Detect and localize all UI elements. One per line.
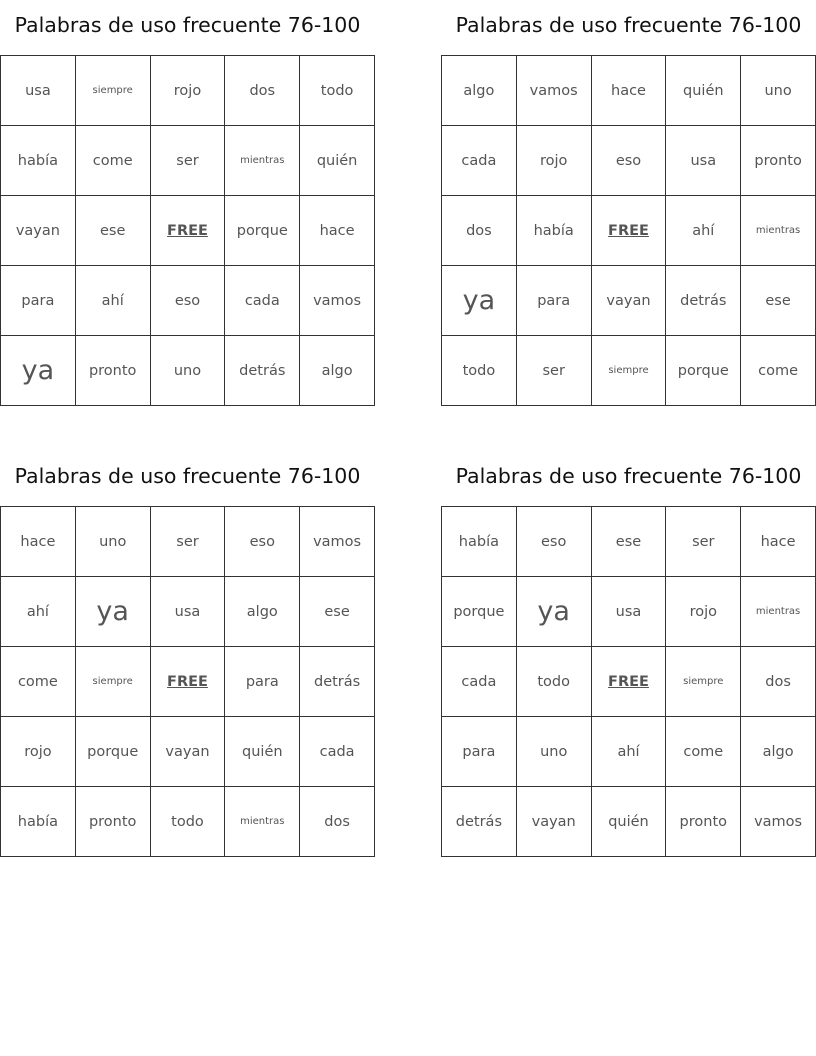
grid-cell: come xyxy=(666,717,741,787)
grid-cell: ese xyxy=(75,196,150,266)
grid-cell: ya xyxy=(75,577,150,647)
free-space: FREE xyxy=(591,647,666,717)
bingo-grid xyxy=(0,55,375,406)
grid-cell: quién xyxy=(666,56,741,126)
grid-cell: vayan xyxy=(591,266,666,336)
grid-cell: quién xyxy=(300,126,375,196)
free-space: FREE xyxy=(150,196,225,266)
grid-cell: come xyxy=(1,647,76,717)
grid-cell: hace xyxy=(1,507,76,577)
grid-row xyxy=(1,56,375,126)
grid-cell: eso xyxy=(150,266,225,336)
grid-row xyxy=(1,787,375,857)
grid-row xyxy=(442,717,816,787)
grid-cell: todo xyxy=(150,787,225,857)
grid-cell: para xyxy=(516,266,591,336)
grid-cell: ser xyxy=(666,507,741,577)
grid-cell: mientras xyxy=(225,787,300,857)
grid-cell: porque xyxy=(225,196,300,266)
grid-cell: quién xyxy=(591,787,666,857)
free-space: FREE xyxy=(150,647,225,717)
grid-cell: para xyxy=(225,647,300,717)
grid-cell: ser xyxy=(516,336,591,406)
grid-cell: ahí xyxy=(591,717,666,787)
grid-cell: detrás xyxy=(300,647,375,717)
grid-cell: vamos xyxy=(300,266,375,336)
grid-cell: detrás xyxy=(666,266,741,336)
free-space: FREE xyxy=(591,196,666,266)
grid-cell: pronto xyxy=(75,336,150,406)
grid-cell: todo xyxy=(300,56,375,126)
grid-row xyxy=(1,507,375,577)
grid-cell: uno xyxy=(75,507,150,577)
grid-cell: detrás xyxy=(442,787,517,857)
grid-row xyxy=(442,126,816,196)
grid-cell: hace xyxy=(591,56,666,126)
grid-cell: siempre xyxy=(75,56,150,126)
grid-cell: porque xyxy=(75,717,150,787)
grid-cell: vamos xyxy=(516,56,591,126)
grid-cell: rojo xyxy=(666,577,741,647)
grid-cell: ahí xyxy=(1,577,76,647)
grid-cell: ese xyxy=(300,577,375,647)
grid-cell: uno xyxy=(150,336,225,406)
grid-cell: mientras xyxy=(225,126,300,196)
grid-cell: ese xyxy=(591,507,666,577)
bingo-grid xyxy=(441,55,816,406)
grid-cell: vayan xyxy=(150,717,225,787)
grid-cell: ser xyxy=(150,126,225,196)
bingo-grid xyxy=(0,506,375,857)
grid-cell: come xyxy=(75,126,150,196)
grid-cell: uno xyxy=(516,717,591,787)
grid-row xyxy=(442,196,816,266)
grid-cell: para xyxy=(442,717,517,787)
grid-cell: rojo xyxy=(150,56,225,126)
grid-cell: eso xyxy=(516,507,591,577)
grid-cell: algo xyxy=(442,56,517,126)
grid-cell: pronto xyxy=(666,787,741,857)
grid-cell: usa xyxy=(666,126,741,196)
grid-row xyxy=(1,266,375,336)
grid-row xyxy=(442,507,816,577)
grid-row xyxy=(442,787,816,857)
grid-row xyxy=(1,717,375,787)
grid-cell: porque xyxy=(442,577,517,647)
grid-cell: ya xyxy=(516,577,591,647)
grid-cell: dos xyxy=(442,196,517,266)
card-title: Palabras de uso frecuente 76-100 xyxy=(14,464,361,488)
grid-cell: ahí xyxy=(75,266,150,336)
grid-cell: mientras xyxy=(741,577,816,647)
grid-cell: vamos xyxy=(741,787,816,857)
grid-row xyxy=(442,266,816,336)
grid-cell: cada xyxy=(442,647,517,717)
grid-cell: dos xyxy=(225,56,300,126)
grid-cell: uno xyxy=(741,56,816,126)
grid-cell: mientras xyxy=(741,196,816,266)
grid-cell: hace xyxy=(300,196,375,266)
grid-cell: cada xyxy=(442,126,517,196)
grid-cell: pronto xyxy=(741,126,816,196)
grid-cell: come xyxy=(741,336,816,406)
grid-row xyxy=(1,336,375,406)
grid-cell: siempre xyxy=(75,647,150,717)
grid-cell: vamos xyxy=(300,507,375,577)
grid-cell: pronto xyxy=(75,787,150,857)
grid-cell: usa xyxy=(591,577,666,647)
grid-cell: todo xyxy=(516,647,591,717)
grid-cell: eso xyxy=(225,507,300,577)
grid-cell: hace xyxy=(741,507,816,577)
grid-cell: cada xyxy=(300,717,375,787)
grid-cell: eso xyxy=(591,126,666,196)
grid-cell: todo xyxy=(442,336,517,406)
grid-row xyxy=(1,126,375,196)
grid-cell: algo xyxy=(300,336,375,406)
grid-cell: quién xyxy=(225,717,300,787)
grid-cell: algo xyxy=(741,717,816,787)
grid-cell: ser xyxy=(150,507,225,577)
grid-cell: algo xyxy=(225,577,300,647)
grid-row xyxy=(1,647,375,717)
grid-cell: para xyxy=(1,266,76,336)
card-title: Palabras de uso frecuente 76-100 xyxy=(14,13,361,37)
bingo-grid xyxy=(441,506,816,857)
grid-row xyxy=(442,56,816,126)
grid-cell: ya xyxy=(1,336,76,406)
grid-cell: ahí xyxy=(666,196,741,266)
grid-cell: detrás xyxy=(225,336,300,406)
grid-cell: usa xyxy=(150,577,225,647)
grid-row xyxy=(1,196,375,266)
grid-row xyxy=(1,577,375,647)
grid-cell: había xyxy=(442,507,517,577)
grid-cell: ese xyxy=(741,266,816,336)
grid-cell: rojo xyxy=(1,717,76,787)
grid-cell: cada xyxy=(225,266,300,336)
grid-row xyxy=(442,577,816,647)
grid-cell: vayan xyxy=(1,196,76,266)
grid-cell: había xyxy=(1,126,76,196)
grid-row xyxy=(442,647,816,717)
grid-cell: había xyxy=(516,196,591,266)
card-title: Palabras de uso frecuente 76-100 xyxy=(455,13,802,37)
grid-cell: porque xyxy=(666,336,741,406)
grid-cell: había xyxy=(1,787,76,857)
grid-row xyxy=(442,336,816,406)
grid-cell: dos xyxy=(300,787,375,857)
grid-cell: siempre xyxy=(666,647,741,717)
grid-cell: siempre xyxy=(591,336,666,406)
grid-cell: rojo xyxy=(516,126,591,196)
grid-cell: vayan xyxy=(516,787,591,857)
card-title: Palabras de uso frecuente 76-100 xyxy=(455,464,802,488)
grid-cell: usa xyxy=(1,56,76,126)
grid-cell: ya xyxy=(442,266,517,336)
grid-cell: dos xyxy=(741,647,816,717)
